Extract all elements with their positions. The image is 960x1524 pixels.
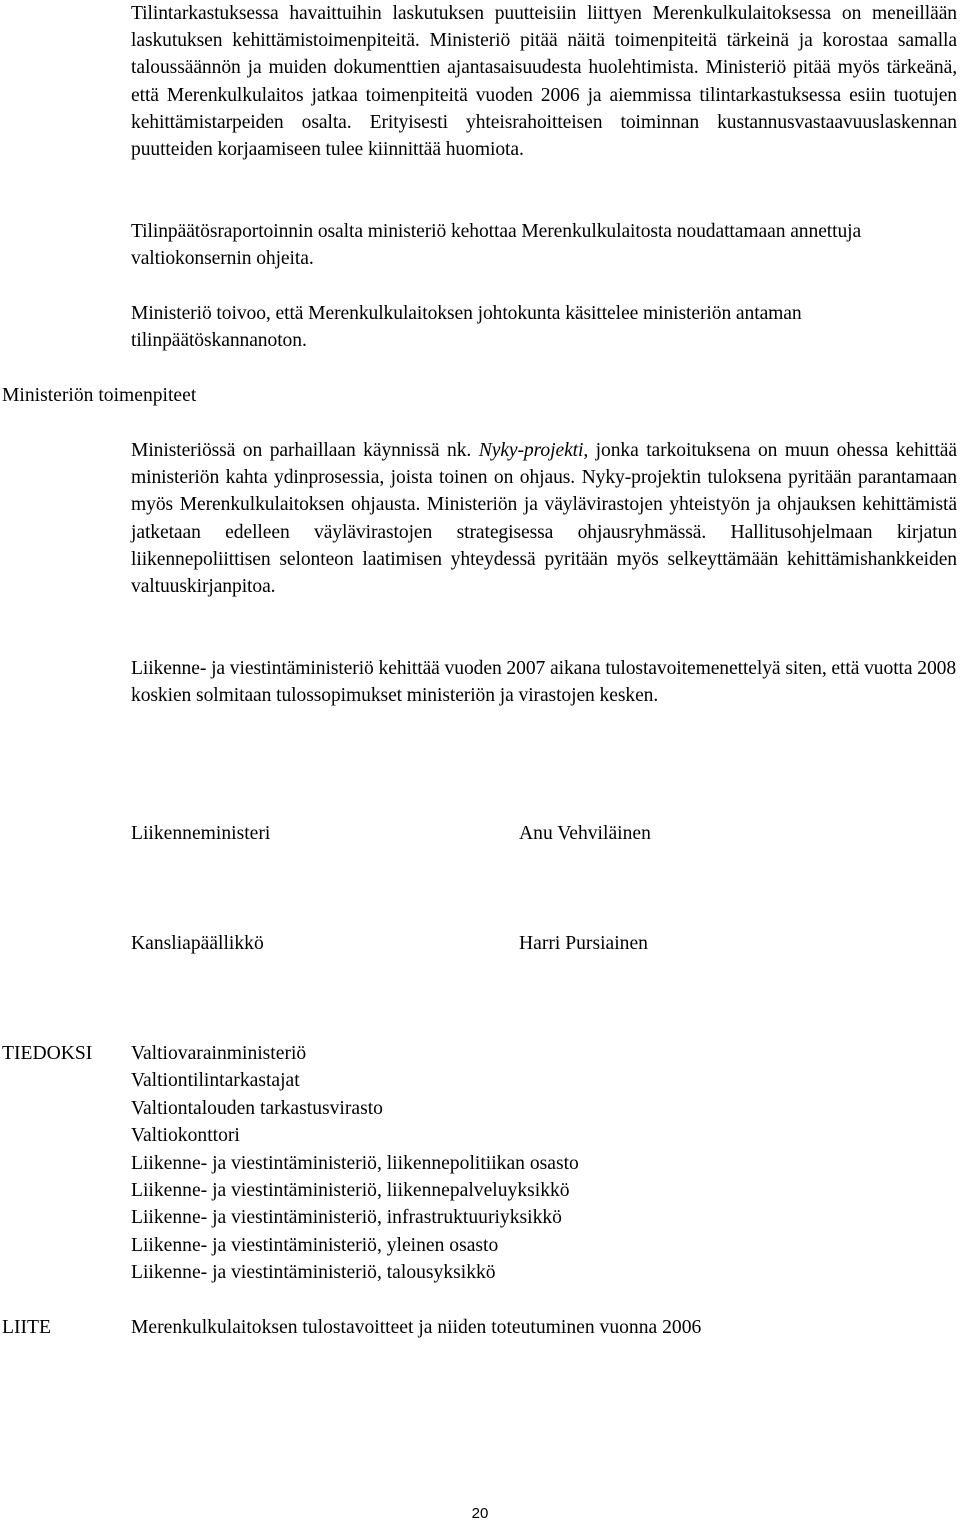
distribution-recipient: Liikenne- ja viestintäministeriö, liikennepolitiikan osasto: [131, 1152, 579, 1174]
paragraph-board-text: Ministeriö toivoo, että Merenkulkulaitoksen johtokunta käsittelee ministeriön antaman tilinpäätöskannanoton.: [131, 303, 802, 352]
distribution-label: TIEDOKSI: [2, 1043, 93, 1064]
distribution-recipient: Valtiovarainministeriö: [131, 1043, 307, 1064]
section-label: Ministeriön toimenpiteet: [2, 385, 197, 406]
paragraph-reporting: [131, 218, 957, 272]
attachment-text: Merenkulkulaitoksen tulostavoitteet ja niiden toteutuminen vuonna 2006: [131, 1317, 702, 1338]
attachment-label: LIITE: [2, 1317, 51, 1338]
paragraph-nyky-emphasis: Nyky-projekti: [478, 440, 584, 461]
signature-title-chancellor: Kansliapäällikkö: [131, 933, 264, 954]
page-number: 20: [471, 1505, 489, 1522]
distribution-recipient: Valtiontilintarkastajat: [131, 1070, 300, 1092]
paragraph-nyky-post: , jonka tarkoituksena on muun ohessa kehittää ministeriön kahta ydinprosessia, joista toinen on ohjaus. Nyky-projektin tuloksena pyritään parantamaan myös Merenkulkulaitoksen ohjausta. Ministeriön ja väylävirastojen yhteistyön ja ohjauksen kehittämistä jatketaan edelleen väylävirastojen strategisessa ohjausryhmässä. Hallitusohjelmaan kirjatun liikennepoliittisen selonteon laatimisen yhteydessä pyritään myös selkeyttämään kehittämishankkeiden valtuuskirjanpitoa.: [131, 440, 957, 598]
distribution-recipient: Liikenne- ja viestintäministeriö, talousyksikkö: [131, 1262, 496, 1284]
distribution-recipient: Liikenne- ja viestintäministeriö, yleinen osasto: [131, 1234, 499, 1256]
distribution-recipient: Liikenne- ja viestintäministeriö, infrastruktuuriyksikkö: [131, 1207, 562, 1229]
distribution-recipient: Liikenne- ja viestintäministeriö, liikennepalveluyksikkö: [131, 1180, 570, 1202]
paragraph-board: [131, 300, 957, 354]
paragraph-invoicing: [131, 0, 957, 163]
paragraph-performance-text: Liikenne- ja viestintäministeriö kehittää vuoden 2007 aikana tulostavoitemenettelyä siten, että vuotta 2008 koskien solmitaan tulossopimukset ministeriön ja virastojen kesken.: [131, 658, 957, 707]
paragraph-reporting-text: Tilinpäätösraportoinnin osalta ministeriö kehottaa Merenkulkulaitosta noudattamaan annettuja valtiokonsernin ohjeita.: [131, 221, 862, 270]
paragraph-performance: [131, 655, 957, 709]
distribution-recipient: Valtiokonttori: [131, 1125, 240, 1147]
paragraph-nyky-pre: Ministeriössä on parhaillaan käynnissä nk.: [131, 440, 479, 461]
signature-title-minister: Liikenneministeri: [131, 823, 271, 844]
signature-name-minister: Anu Vehviläinen: [519, 823, 651, 844]
paragraph-nyky-project: [131, 437, 957, 600]
distribution-list: [131, 1040, 951, 1287]
signature-name-chancellor: Harri Pursiainen: [519, 933, 648, 954]
distribution-recipient: Valtiontalouden tarkastusvirasto: [131, 1097, 383, 1119]
paragraph-invoicing-text: Tilintarkastuksessa havaittuihin laskutuksen puutteisiin liittyen Merenkulkulaitoksessa on meneillään laskutuksen kehittämistoimenpiteitä. Ministeriö pitää näitä toimenpiteitä tärkeinä ja korostaa samalla taloussäännön ja muiden dokumenttien ajantasaisuudesta huolehtimista. Ministeriö pitää myös tärkeänä, että Merenkulkulaitos jatkaa toimenpiteitä vuoden 2006 ja aiemmissa tilintarkastuksessa esiin tuotujen kehittämistarpeiden osalta. Erityisesti yhteisrahoitteisen toiminnan kustannusvastaavuuslaskennan puutteiden korjaamiseen tulee kiinnittää huomiota.: [131, 3, 957, 161]
